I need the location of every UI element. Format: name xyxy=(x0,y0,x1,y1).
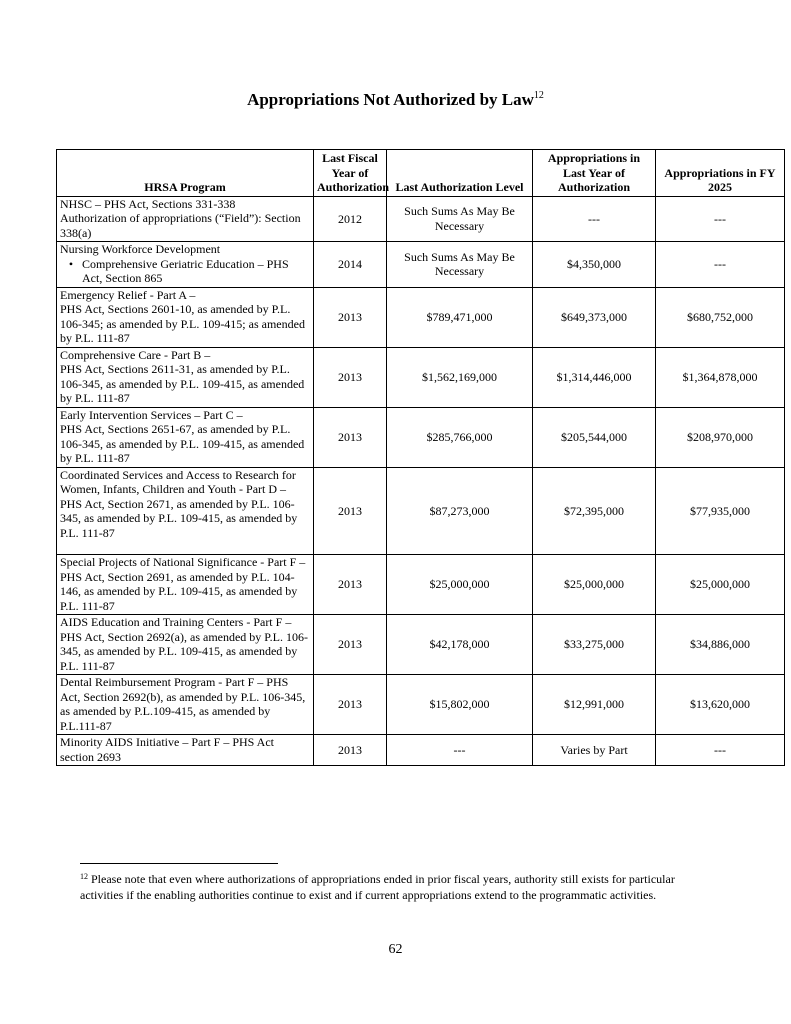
approp-last-cell: --- xyxy=(533,196,656,242)
approp-last-cell: $4,350,000 xyxy=(533,242,656,288)
year-cell: 2013 xyxy=(314,675,387,735)
program-line: PHS Act, Section 2691, as amended by P.L. 104-146, as amended by P.L. 109-415, as amended by P.L. 111-87 xyxy=(60,569,298,613)
program-cell xyxy=(57,242,314,288)
table-row xyxy=(57,287,785,347)
header-approp-fy2025: Appropriations in FY 2025 xyxy=(656,150,785,197)
program-cell xyxy=(57,735,314,766)
year-cell: 2012 xyxy=(314,196,387,242)
approp-last-cell: $72,395,000 xyxy=(533,467,656,555)
program-cell xyxy=(57,675,314,735)
auth-level-cell: $42,178,000 xyxy=(387,615,533,675)
auth-level-cell: Such Sums As May Be Necessary xyxy=(387,242,533,288)
program-line: Dental Reimbursement Program - Part F – PHS Act, Section 2692(b), as amended by P.L. 106-345, as amended by P.L.109-415, as amended by P.L.111-87 xyxy=(60,675,306,733)
approp-last-cell: $12,991,000 xyxy=(533,675,656,735)
page-title xyxy=(0,90,791,110)
bullet-item xyxy=(60,257,310,286)
program-line: Emergency Relief - Part A – xyxy=(60,287,196,302)
program-cell xyxy=(57,287,314,347)
auth-level-cell: --- xyxy=(387,735,533,766)
year-cell: 2013 xyxy=(314,555,387,615)
approp-last-cell: $1,314,446,000 xyxy=(533,347,656,407)
program-cell xyxy=(57,196,314,242)
program-line: NHSC – PHS Act, Sections 331-338 xyxy=(60,196,236,211)
footnote xyxy=(80,869,700,903)
program-line: Coordinated Services and Access to Research for Women, Infants, Children and Youth - Part D – xyxy=(60,467,296,496)
auth-level-cell: Such Sums As May Be Necessary xyxy=(387,196,533,242)
program-line: AIDS Education and Training Centers - Part F – PHS Act, Section 2692(a), as amended by P.L. 106-345, as amended by P.L. 109-415, as amended by P.L. 111-87 xyxy=(60,615,308,673)
title-footnote-ref: 12 xyxy=(533,90,544,101)
auth-level-cell: $285,766,000 xyxy=(387,407,533,467)
year-cell: 2013 xyxy=(314,467,387,555)
approp-fy2025-cell: --- xyxy=(656,196,785,242)
table-row xyxy=(57,407,785,467)
program-line: Authorization of appropriations (“Field”): Section 338(a) xyxy=(60,211,301,240)
approp-fy2025-cell: $25,000,000 xyxy=(656,555,785,615)
approp-fy2025-cell: $77,935,000 xyxy=(656,467,785,555)
year-cell: 2013 xyxy=(314,615,387,675)
header-last-auth-level: Last Authorization Level xyxy=(387,150,533,197)
approp-fy2025-cell: $34,886,000 xyxy=(656,615,785,675)
table-row xyxy=(57,242,785,288)
program-line: Nursing Workforce Development xyxy=(60,242,221,256)
approp-last-cell: $205,544,000 xyxy=(533,407,656,467)
approp-last-cell: $25,000,000 xyxy=(533,555,656,615)
program-cell xyxy=(57,555,314,615)
year-cell: 2013 xyxy=(314,407,387,467)
program-line: Minority AIDS Initiative – Part F – PHS Act section 2693 xyxy=(60,735,275,764)
page-title-text: Appropriations Not Authorized by Law xyxy=(247,90,534,109)
header-approp-last-year: Appropriations in Last Year of Authorization xyxy=(533,150,656,197)
program-cell xyxy=(57,615,314,675)
year-cell: 2013 xyxy=(314,347,387,407)
table-row xyxy=(57,467,785,555)
approp-fy2025-cell: --- xyxy=(656,242,785,288)
table-row xyxy=(57,735,785,766)
table-header-row xyxy=(57,150,785,197)
footnote-number: 12 xyxy=(80,872,88,881)
header-last-fiscal-year: Last Fiscal Year of Authorization xyxy=(314,150,387,197)
program-line: PHS Act, Sections 2611-31, as amended by P.L. 106-345, as amended by P.L. 109-415, as amended by P.L. 111-87 xyxy=(60,362,305,405)
auth-level-cell: $1,562,169,000 xyxy=(387,347,533,407)
table-row xyxy=(57,675,785,735)
program-line: PHS Act, Section 2671, as amended by P.L. 106-345, as amended by P.L. 109-415, as amended by P.L. 111-87 xyxy=(60,496,298,540)
approp-fy2025-cell: $1,364,878,000 xyxy=(656,347,785,407)
footnote-divider xyxy=(80,863,278,864)
approp-last-cell: Varies by Part xyxy=(533,735,656,766)
program-line: Early Intervention Services – Part C – xyxy=(60,407,243,422)
auth-level-cell: $87,273,000 xyxy=(387,467,533,555)
program-cell xyxy=(57,467,314,555)
year-cell: 2014 xyxy=(314,242,387,288)
approp-last-cell: $33,275,000 xyxy=(533,615,656,675)
footnote-text: Please note that even where authorizations of appropriations ended in prior fiscal years, authority still exists for particular activities if the enabling authorities continue to exist and if current appropriations extend to the programmatic activities. xyxy=(80,872,675,902)
auth-level-cell: $25,000,000 xyxy=(387,555,533,615)
program-line: Special Projects of National Significance - Part F – xyxy=(60,555,306,569)
approp-last-cell: $649,373,000 xyxy=(533,287,656,347)
approp-fy2025-cell: --- xyxy=(656,735,785,766)
auth-level-cell: $789,471,000 xyxy=(387,287,533,347)
bullet-text: Comprehensive Geriatric Education – PHS Act, Section 865 xyxy=(82,256,289,285)
appropriations-table xyxy=(56,149,785,766)
table-row xyxy=(57,555,785,615)
auth-level-cell: $15,802,000 xyxy=(387,675,533,735)
approp-fy2025-cell: $680,752,000 xyxy=(656,287,785,347)
approp-fy2025-cell: $13,620,000 xyxy=(656,675,785,735)
program-line: Comprehensive Care - Part B – xyxy=(60,347,211,362)
year-cell: 2013 xyxy=(314,735,387,766)
program-cell xyxy=(57,347,314,407)
year-cell: 2013 xyxy=(314,287,387,347)
program-line: PHS Act, Sections 2601-10, as amended by P.L. 106-345; as amended by P.L. 109-415; as amended by P.L. 111-87 xyxy=(60,302,305,345)
program-line: PHS Act, Sections 2651-67, as amended by P.L. 106-345, as amended by P.L. 109-415, as amended by P.L. 111-87 xyxy=(60,422,305,465)
program-cell xyxy=(57,407,314,467)
page-number: 62 xyxy=(388,942,403,957)
bullet-icon: • xyxy=(68,256,74,271)
table-row xyxy=(57,615,785,675)
approp-fy2025-cell: $208,970,000 xyxy=(656,407,785,467)
table-row xyxy=(57,347,785,407)
header-program: HRSA Program xyxy=(57,150,314,197)
table-row xyxy=(57,196,785,242)
